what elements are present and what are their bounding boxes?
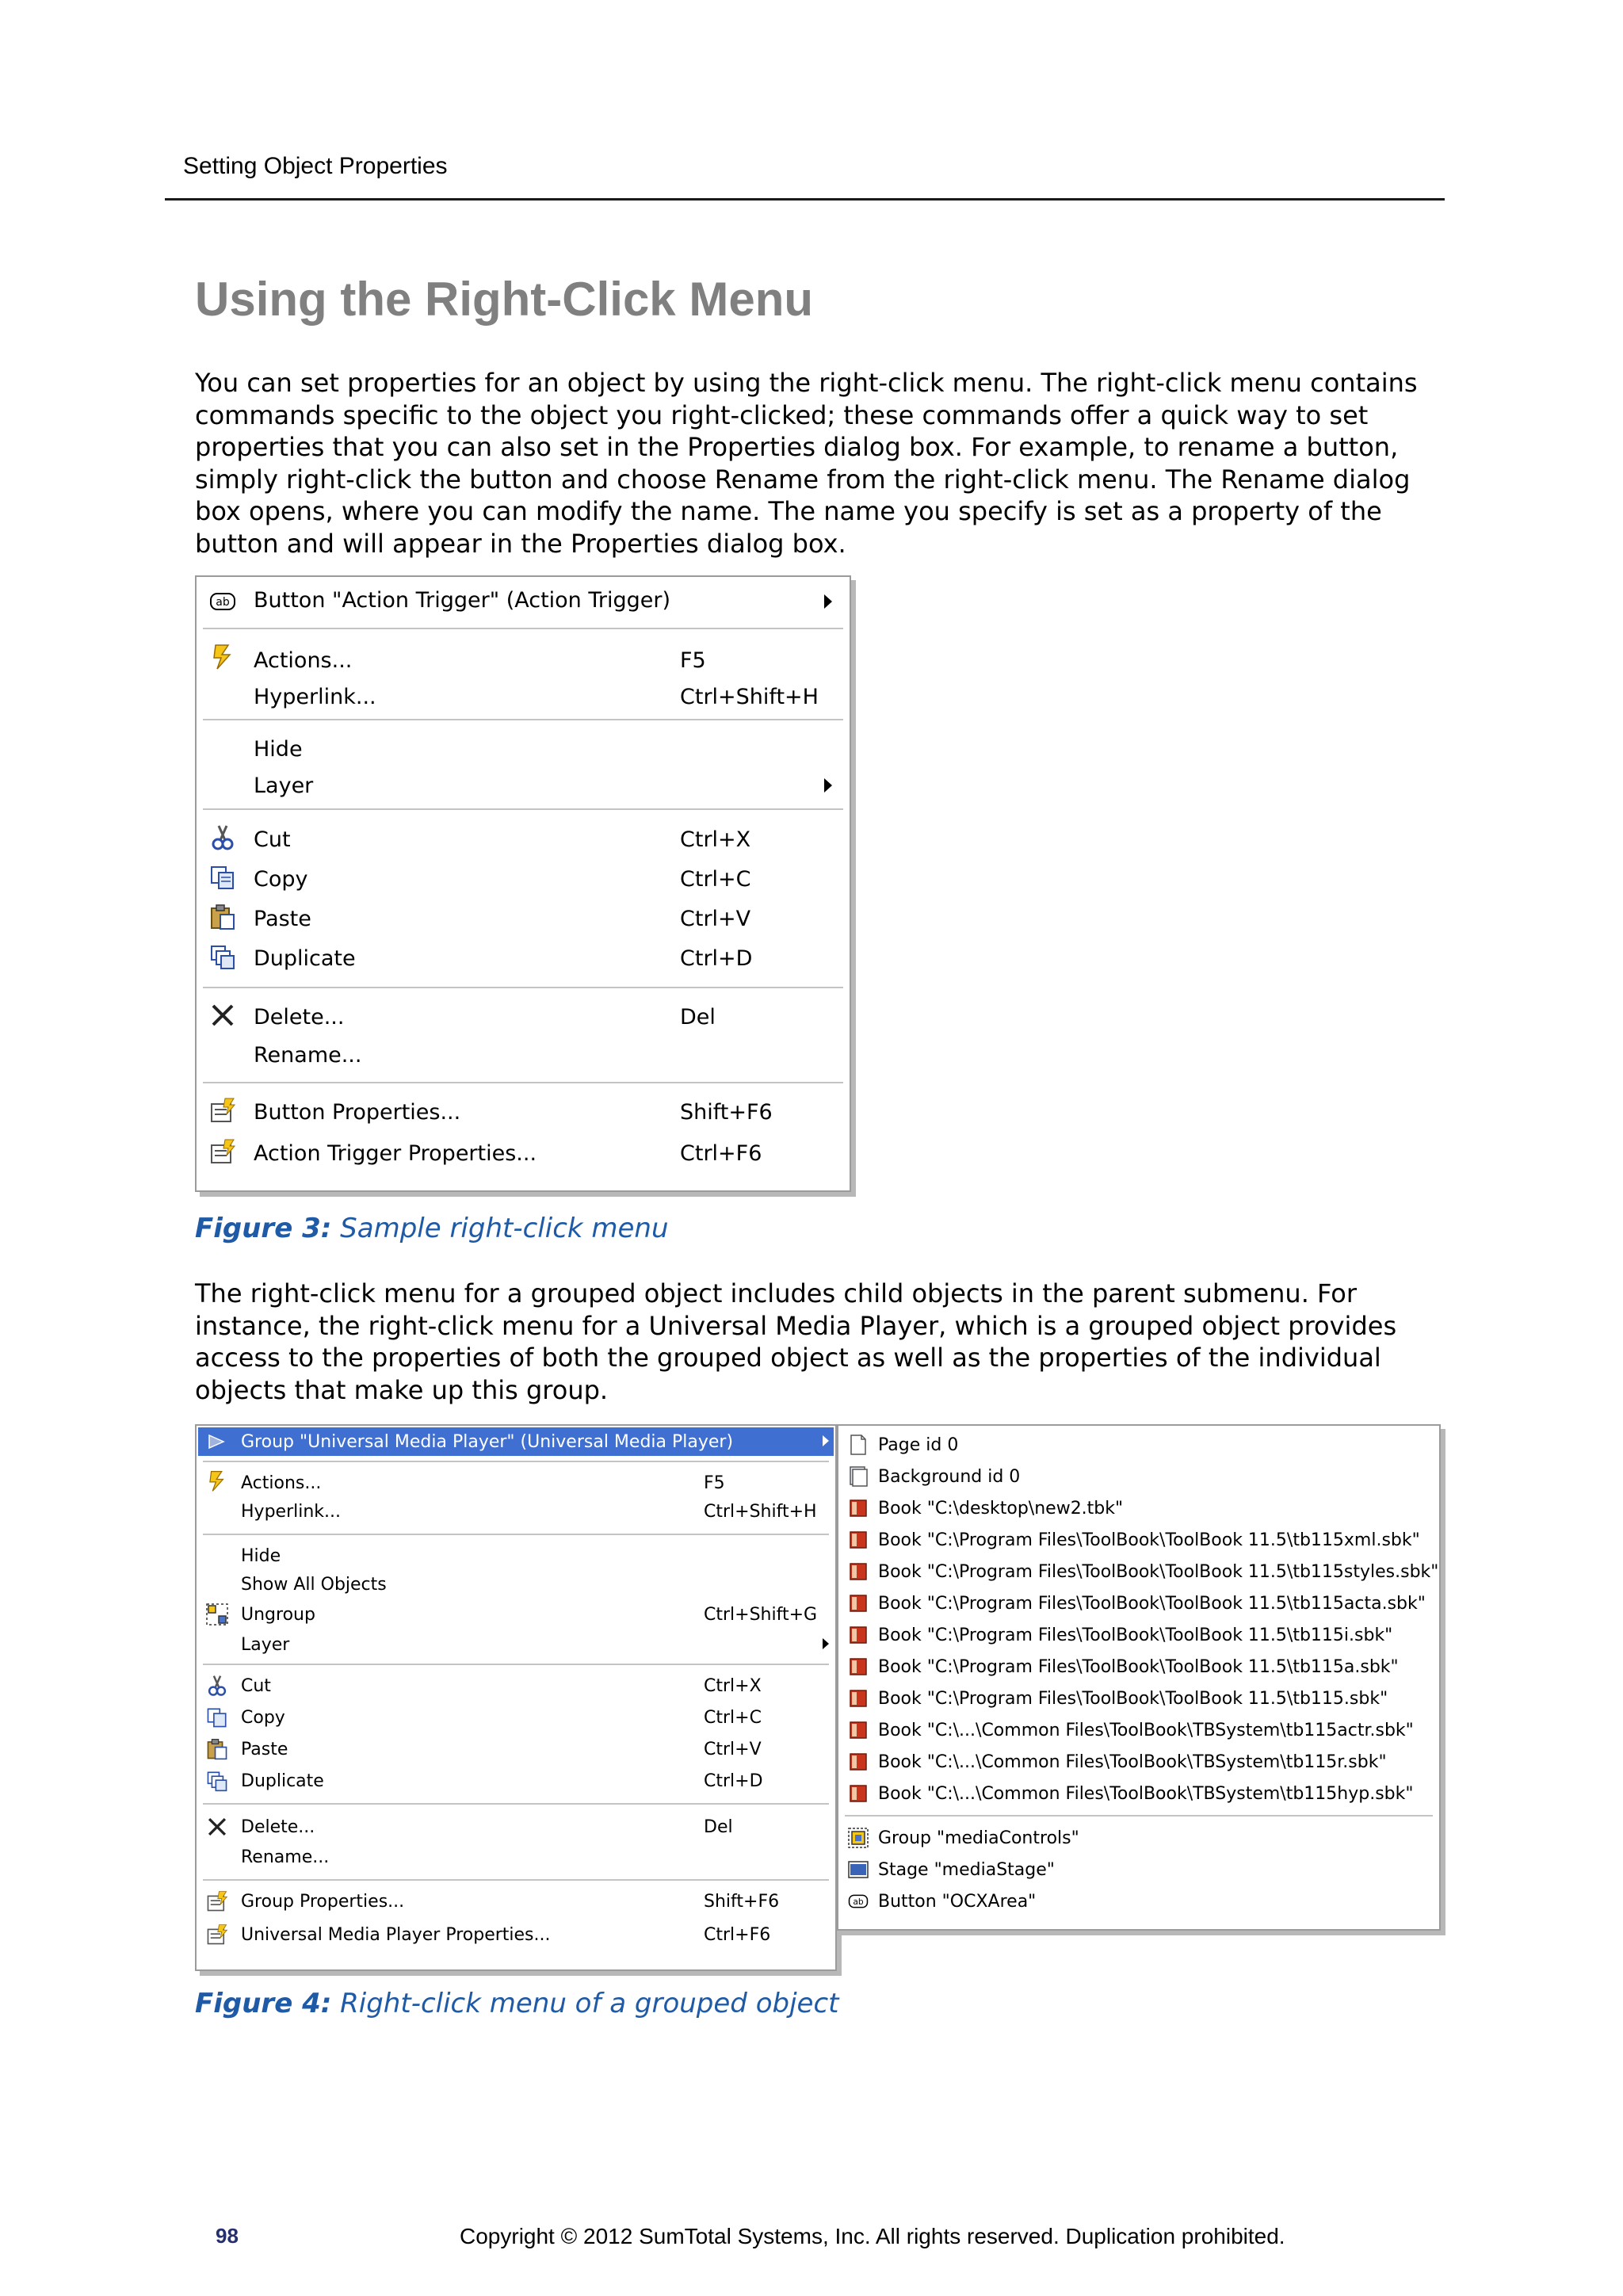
running-header: Setting Object Properties (183, 153, 448, 179)
book-icon (848, 1783, 869, 1804)
menu-separator (203, 1082, 843, 1083)
menu-item-label: Actions... (254, 648, 353, 673)
ungroup-icon (206, 1603, 228, 1626)
submenu-item-label: Group "mediaControls" (878, 1828, 1079, 1848)
menu-item-button-properties[interactable] (197, 1091, 850, 1132)
properties-icon (209, 1138, 236, 1165)
menu-item-shortcut: Ctrl+D (704, 1771, 763, 1791)
menu-item-label: Delete... (254, 1005, 345, 1030)
group-arrow-icon (206, 1431, 228, 1453)
submenu-item-label: Book "C:\Program Files\ToolBook\ToolBook 11.5\tb115styles.sbk" (878, 1562, 1439, 1582)
figure3-label: Figure 3: (195, 1213, 332, 1244)
menu-item-shortcut: Shift+F6 (680, 1100, 773, 1125)
submenu-item-page[interactable] (838, 1429, 1439, 1461)
lightning-icon (209, 644, 236, 670)
menu-item-label: Rename... (241, 1847, 330, 1867)
menu-item-label: Universal Media Player Properties... (241, 1925, 551, 1945)
menu-item-shortcut: Ctrl+X (680, 827, 751, 852)
menu-item-label: Hide (241, 1546, 281, 1566)
submenu-item-label: Stage "mediaStage" (878, 1860, 1055, 1880)
copyright-footer: Copyright © 2012 SumTotal Systems, Inc. All rights reserved. Duplication prohibited. (460, 2224, 1285, 2248)
submenu-item-book[interactable] (838, 1587, 1439, 1619)
figure4-submenu (837, 1424, 1441, 1931)
menu-item-duplicate[interactable] (197, 1765, 835, 1797)
submenu-arrow-icon (824, 594, 832, 609)
scissors-icon (209, 824, 236, 851)
menu-header-item[interactable] (197, 1427, 835, 1456)
submenu-item-book[interactable] (838, 1778, 1439, 1809)
submenu-item-label: Book "C:\desktop\new2.tbk" (878, 1499, 1124, 1519)
paste-icon (206, 1738, 228, 1760)
book-icon (848, 1688, 869, 1709)
submenu-item-stage[interactable] (838, 1854, 1439, 1885)
submenu-item-book[interactable] (838, 1714, 1439, 1746)
menu-item-label: Rename... (254, 1043, 362, 1068)
menu-item-hide[interactable] (197, 728, 850, 766)
menu-item-shortcut: F5 (680, 648, 706, 673)
menu-separator (203, 1803, 829, 1805)
group-icon (848, 1828, 869, 1848)
menu-item-actions[interactable] (197, 639, 850, 677)
menu-item-delete[interactable] (197, 1811, 835, 1843)
text-line: box opens, where you can modify the name. The name you specify is set as a property of the (195, 496, 1382, 526)
menu-item-label: Button Properties... (254, 1100, 461, 1125)
submenu-arrow-icon (823, 1638, 829, 1649)
menu-item-cut[interactable] (197, 1670, 835, 1702)
text-line: The right-click menu for a grouped object includes child objects in the parent submenu. For (195, 1278, 1358, 1308)
menu-item-rename[interactable] (197, 1843, 835, 1873)
menu-header-label: Group "Universal Media Player" (Universal Media Player) (241, 1432, 734, 1452)
menu-item-label: Paste (241, 1740, 288, 1759)
submenu-arrow-icon (824, 778, 832, 793)
text-line: button and will appear in the Properties dialog box. (195, 528, 846, 559)
intro-paragraph (195, 367, 1431, 560)
menu-item-label: Duplicate (254, 946, 356, 971)
menu-item-shortcut: Ctrl+D (680, 946, 753, 971)
menu-item-label: Duplicate (241, 1771, 324, 1791)
submenu-item-book[interactable] (838, 1746, 1439, 1778)
menu-separator (203, 1879, 829, 1881)
figure4-label: Figure 4: (195, 1988, 332, 2019)
background-icon (848, 1466, 869, 1487)
menu-item-label: Actions... (241, 1473, 322, 1493)
submenu-item-label: Book "C:\Program Files\ToolBook\ToolBook 11.5\tb115.sbk" (878, 1689, 1388, 1709)
menu-separator (203, 1534, 829, 1535)
copy-icon (206, 1706, 228, 1729)
properties-icon (206, 1924, 228, 1946)
submenu-item-button[interactable] (838, 1885, 1439, 1917)
delete-x-icon (209, 1002, 236, 1029)
delete-x-icon (206, 1816, 228, 1838)
menu-item-paste[interactable] (197, 897, 850, 937)
menu-header-item[interactable] (197, 577, 850, 628)
figure3-caption (195, 1213, 669, 1244)
submenu-item-label: Button "OCXArea" (878, 1892, 1037, 1912)
menu-item-duplicate[interactable] (197, 937, 850, 976)
menu-item-label: Layer (254, 774, 314, 798)
menu-item-hyperlink[interactable] (197, 677, 850, 715)
menu-item-layer[interactable] (197, 1630, 835, 1660)
submenu-item-book[interactable] (838, 1524, 1439, 1556)
menu-item-universal-media-player-properties[interactable] (197, 1919, 835, 1952)
duplicate-icon (206, 1770, 228, 1792)
grouped-paragraph (195, 1278, 1431, 1406)
text-line: instance, the right-click menu for a Universal Media Player, which is a grouped object provides (195, 1310, 1397, 1341)
book-icon (848, 1625, 869, 1645)
menu-item-show-all-objects[interactable] (197, 1570, 835, 1600)
svg-text:ab: ab (216, 596, 230, 609)
duplicate-icon (209, 943, 236, 970)
book-icon (848, 1561, 869, 1582)
text-line: simply right-click the button and choose Rename from the right-click menu. The Rename dialog (195, 464, 1411, 495)
text-line: objects that make up this group. (195, 1374, 609, 1405)
figure4-caption-text: Right-click menu of a grouped object (340, 1988, 839, 2019)
menu-item-shortcut: Ctrl+Shift+H (680, 685, 819, 709)
text-line: properties that you can also set in the Properties dialog box. For example, to rename a button, (195, 432, 1399, 462)
menu-item-hide[interactable] (197, 1540, 835, 1570)
menu-item-hyperlink[interactable] (197, 1497, 835, 1527)
menu-item-shortcut: F5 (704, 1473, 725, 1493)
menu-separator (203, 987, 843, 988)
book-icon (848, 1530, 869, 1550)
menu-separator (203, 1461, 829, 1462)
figure3-caption-text: Sample right-click menu (340, 1213, 669, 1244)
menu-item-rename[interactable] (197, 1035, 850, 1073)
submenu-item-book[interactable] (838, 1556, 1439, 1587)
book-icon (848, 1656, 869, 1677)
menu-item-label: Copy (241, 1708, 285, 1728)
menu-item-shortcut: Ctrl+V (704, 1740, 762, 1759)
menu-separator (203, 1664, 829, 1665)
submenu-item-background[interactable] (838, 1461, 1439, 1492)
menu-item-copy[interactable] (197, 858, 850, 897)
menu-item-label: Action Trigger Properties... (254, 1141, 537, 1166)
lightning-icon (206, 1470, 228, 1492)
page-icon (848, 1435, 869, 1455)
paste-icon (209, 904, 236, 930)
button-ab-icon (848, 1891, 869, 1912)
figure3-context-menu (195, 575, 851, 1192)
submenu-item-book[interactable] (838, 1683, 1439, 1714)
menu-item-label: Delete... (241, 1817, 315, 1837)
menu-item-shortcut: Shift+F6 (704, 1892, 780, 1912)
copy-icon (209, 864, 236, 891)
submenu-item-label: Book "C:\Program Files\ToolBook\ToolBook 11.5\tb115a.sbk" (878, 1657, 1399, 1677)
menu-item-actions[interactable] (197, 1467, 835, 1497)
text-line: commands specific to the object you right-clicked; these commands offer a quick way to set (195, 399, 1369, 430)
menu-item-shortcut: Ctrl+F6 (680, 1141, 762, 1166)
submenu-arrow-icon (823, 1435, 829, 1446)
menu-item-shortcut: Ctrl+F6 (704, 1925, 771, 1945)
figure4-context-menu (195, 1424, 837, 1971)
menu-item-label: Ungroup (241, 1605, 315, 1625)
menu-item-action-trigger-properties[interactable] (197, 1132, 850, 1173)
book-icon (848, 1498, 869, 1519)
menu-item-delete[interactable] (197, 995, 850, 1035)
svg-text:ab: ab (853, 1896, 864, 1907)
properties-icon (206, 1890, 228, 1912)
submenu-item-book[interactable] (838, 1492, 1439, 1524)
menu-item-label: Cut (241, 1676, 271, 1696)
menu-item-label: Hyperlink... (241, 1502, 341, 1522)
book-icon (848, 1720, 869, 1740)
menu-separator (845, 1815, 1433, 1817)
menu-item-label: Group Properties... (241, 1892, 405, 1912)
menu-item-paste[interactable] (197, 1733, 835, 1765)
menu-header-label: Button "Action Trigger" (Action Trigger) (254, 588, 671, 613)
submenu-item-book[interactable] (838, 1651, 1439, 1683)
submenu-item-label: Book "C:\Program Files\ToolBook\ToolBook 11.5\tb115acta.sbk" (878, 1594, 1426, 1614)
submenu-item-label: Book "C:\...\Common Files\ToolBook\TBSystem\tb115r.sbk" (878, 1752, 1387, 1772)
menu-item-label: Copy (254, 867, 308, 892)
menu-item-label: Paste (254, 907, 311, 931)
menu-item-cut[interactable] (197, 818, 850, 858)
menu-separator (203, 719, 843, 720)
menu-item-copy[interactable] (197, 1702, 835, 1733)
book-icon (848, 1752, 869, 1772)
menu-item-shortcut: Ctrl+X (704, 1676, 762, 1696)
page-number: 98 (216, 2224, 239, 2248)
menu-item-label: Hyperlink... (254, 685, 376, 709)
menu-item-group-properties[interactable] (197, 1885, 835, 1919)
menu-item-shortcut: Ctrl+Shift+G (704, 1605, 818, 1625)
submenu-item-label: Page id 0 (878, 1435, 959, 1455)
scissors-icon (206, 1675, 228, 1697)
button-ab-icon (209, 588, 236, 615)
book-icon (848, 1593, 869, 1614)
submenu-item-label: Background id 0 (878, 1467, 1021, 1487)
header-rule (165, 198, 1445, 201)
menu-item-shortcut: Ctrl+V (680, 907, 751, 931)
submenu-item-label: Book "C:\Program Files\ToolBook\ToolBook 11.5\tb115xml.sbk" (878, 1530, 1420, 1550)
submenu-item-label: Book "C:\...\Common Files\ToolBook\TBSystem\tb115actr.sbk" (878, 1721, 1414, 1740)
menu-item-layer[interactable] (197, 766, 850, 804)
menu-item-label: Cut (254, 827, 291, 852)
menu-item-shortcut: Ctrl+C (704, 1708, 762, 1728)
text-line: access to the properties of both the grouped object as well as the properties of the individual (195, 1343, 1381, 1373)
menu-item-label: Layer (241, 1635, 290, 1655)
menu-item-label: Hide (254, 737, 303, 762)
stage-icon (848, 1859, 869, 1880)
menu-item-label: Show All Objects (241, 1575, 387, 1595)
menu-item-ungroup[interactable] (197, 1600, 835, 1630)
menu-separator (203, 808, 843, 810)
menu-item-shortcut: Ctrl+C (680, 867, 751, 892)
text-line: You can set properties for an object by using the right-click menu. The right-click menu contains (195, 368, 1418, 398)
submenu-item-label: Book "C:\...\Common Files\ToolBook\TBSystem\tb115hyp.sbk" (878, 1784, 1414, 1804)
menu-item-shortcut: Del (680, 1005, 716, 1030)
figure4-caption (195, 1988, 838, 2019)
menu-separator (203, 628, 843, 629)
submenu-item-book[interactable] (838, 1619, 1439, 1651)
submenu-item-group[interactable] (838, 1822, 1439, 1854)
submenu-item-label: Book "C:\Program Files\ToolBook\ToolBook 11.5\tb115i.sbk" (878, 1626, 1393, 1645)
menu-item-shortcut: Del (704, 1817, 733, 1837)
properties-icon (209, 1097, 236, 1124)
menu-item-shortcut: Ctrl+Shift+H (704, 1502, 817, 1522)
page-title: Using the Right-Click Menu (195, 273, 813, 326)
